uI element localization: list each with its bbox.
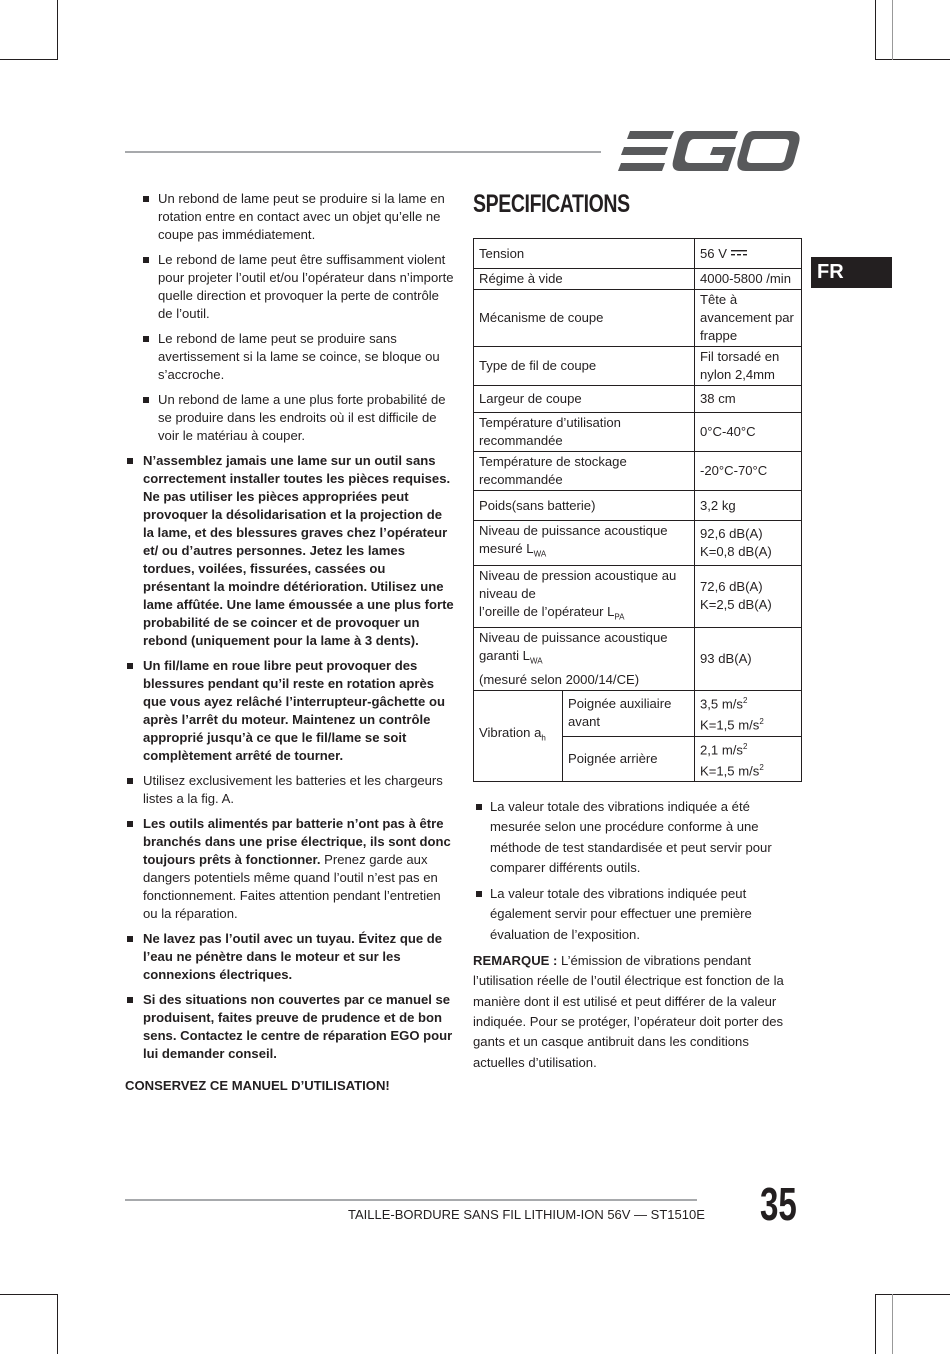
- language-tab: FR: [811, 257, 892, 288]
- crop-mark: [875, 59, 950, 60]
- table-row: [474, 269, 802, 290]
- crop-mark: [875, 1294, 950, 1295]
- table-cell: 3,5 $m/s^2$ K=1,5 $m/s^2$: [695, 690, 802, 736]
- table-cell: 2,1 $m/s^2$ K=1,5 $m/s^2$: [695, 736, 802, 782]
- list-item: Un fil/lame en roue libre peut provoquer des blessures pendant qu’il reste en rotation après que vous ayez relâché l’interrupteur-gâchette ou après l’arrêt du moteur. Maintenez un contrôle approprié jusqu’à ce que le fil/lame se soit complètement arrêté de tourner.: [125, 657, 455, 765]
- footer-product-title: TAILLE-BORDURE SANS FIL LITHIUM-ION 56V — ST1510E: [348, 1207, 705, 1222]
- bullet-square-icon: [127, 821, 133, 827]
- crop-mark: [892, 0, 893, 60]
- table-cell: Niveau de pression acoustique au niveau de l’oreille de l’opérateur $L_{PA}$: [474, 565, 695, 628]
- table-row: [474, 491, 802, 521]
- ego-logo: [618, 131, 800, 171]
- table-cell: Niveau de puissance acoustique garanti $L_{WA}$ (mesuré selon 2000/14/CE): [474, 628, 695, 691]
- list-item: La valeur totale des vibrations indiquée peut également servir pour effectuer une première évaluation de l’exposition.: [473, 884, 803, 945]
- crop-mark: [57, 1294, 58, 1354]
- table-row: [474, 565, 802, 628]
- table-cell: 38 cm: [695, 386, 802, 413]
- table-row: [474, 452, 802, 491]
- bullet-square-icon: [127, 936, 133, 942]
- table-cell: Température d’utilisation recommandée: [474, 413, 695, 452]
- table-cell: 0°C-40°C: [695, 413, 802, 452]
- list-item: Le rebond de lame peut être suffisamment violent pour projeter l’outil et/ou l’opérateur dans n’importe quelle direction et provoquer la perte de contrôle de l’outil.: [125, 251, 455, 323]
- bullet-square-icon: [143, 257, 149, 263]
- table-cell: 4000-5800 /min: [695, 269, 802, 290]
- crop-mark: [57, 0, 58, 60]
- table-cell: Niveau de puissance acoustique mesuré $L_{WA}$: [474, 521, 695, 566]
- table-row: [474, 690, 802, 736]
- table-row: [474, 521, 802, 566]
- list-item: Un rebond de lame peut se produire si la lame en rotation entre en contact avec un objet qu’elle ne coupe pas immédiatement.: [125, 190, 455, 244]
- bullet-square-icon: [143, 336, 149, 342]
- table-cell: Largeur de coupe: [474, 386, 695, 413]
- specifications-table: [473, 238, 802, 782]
- table-cell: Poignée auxiliaire avant: [563, 690, 695, 736]
- table-cell: Mécanisme de coupe: [474, 290, 695, 347]
- table-row: [474, 347, 802, 386]
- table-row: [474, 413, 802, 452]
- table-row: [474, 290, 802, 347]
- table-cell: 3,2 kg: [695, 491, 802, 521]
- list-item: N’assemblez jamais une lame sur un outil sans correctement installer toutes les pièces requises. Ne pas utiliser les pièces appropriées peut provoquer la désolidarisation et la projection de la lame, et des blessures graves chez l’opérateur et/ ou d’autres personnes. Jetez les lames tordues, voilées, fissurées, cassées ou présentant la moindre détérioration. Utilisez une lame affûtée. Une lame émoussée a une plus forte probabilité de se coincer et de provoquer un rebond (uniquement pour la lame à 3 dents).: [125, 452, 455, 650]
- table-cell: Vibration $a_h$: [474, 690, 563, 781]
- table-cell: -20°C-70°C: [695, 452, 802, 491]
- table-cell: 56 V: [695, 239, 802, 269]
- table-row: [474, 386, 802, 413]
- list-item: Le rebond de lame peut se produire sans avertissement si la lame se coince, se bloque ou s’accroche.: [125, 330, 455, 384]
- bullet-square-icon: [127, 997, 133, 1003]
- bullet-square-icon: [476, 891, 482, 897]
- bullet-square-icon: [127, 458, 133, 464]
- bullet-square-icon: [143, 196, 149, 202]
- table-cell: Fil torsadé en nylon 2,4mm: [695, 347, 802, 386]
- header-rule: [125, 151, 601, 153]
- remarque-paragraph: REMARQUE : L’émission de vibrations pendant l’utilisation réelle de l’outil électrique est fonction de la manière dont il est utilisé et peut différer de la valeur indiquée. Pour se protéger, l’opérateur doit porter des gants et un casque antibruit dans les conditions actuelles d’utilisation.: [473, 953, 784, 1070]
- table-cell: Tête à avancement par frappe: [695, 290, 802, 347]
- footer-rule: [125, 1199, 697, 1201]
- table-cell: Température de stockage recommandée: [474, 452, 695, 491]
- table-cell: Poids(sans batterie): [474, 491, 695, 521]
- crop-mark: [875, 0, 876, 60]
- table-cell: 72,6 dB(A) K=2,5 dB(A): [695, 565, 802, 628]
- table-cell: Type de fil de coupe: [474, 347, 695, 386]
- dc-current-icon: [731, 250, 747, 258]
- conserve-notice: CONSERVEZ CE MANUEL D’UTILISATION!: [125, 1078, 390, 1093]
- table-cell: Régime à vide: [474, 269, 695, 290]
- safety-warnings-column: [125, 190, 455, 1095]
- list-item: Les outils alimentés par batterie n’ont pas à être branchés dans une prise électrique, ils sont donc toujours prêts à fonctionner. Prenez garde aux dangers potentiels même quand l’outil n’est pas en fonctionnement. Faites attention pendant l’entretien ou la réparation.: [125, 815, 455, 923]
- bullet-square-icon: [127, 778, 133, 784]
- crop-mark: [875, 1294, 876, 1354]
- table-row: [474, 628, 802, 691]
- crop-mark: [892, 1294, 893, 1354]
- crop-mark: [0, 59, 58, 60]
- list-item: Utilisez exclusivement les batteries et les chargeurs listes a la fig. A.: [125, 772, 455, 808]
- table-cell: 92,6 dB(A) K=0,8 dB(A): [695, 521, 802, 566]
- list-item: Ne lavez pas l’outil avec un tuyau. Évitez que de l’eau ne pénètre dans le moteur et sur les connexions électriques.: [125, 930, 455, 984]
- page-number: 35: [760, 1178, 797, 1230]
- table-cell: Tension: [474, 239, 695, 269]
- crop-mark: [0, 1294, 58, 1295]
- table-cell: 93 dB(A): [695, 628, 802, 691]
- list-item: Si des situations non couvertes par ce manuel se produisent, faites preuve de prudence et de bon sens. Contactez le centre de réparation EGO pour lui demander conseil.: [125, 991, 455, 1063]
- list-item: Un rebond de lame a une plus forte probabilité de se produire dans les endroits où il est difficile de voir le matériau à couper.: [125, 391, 455, 445]
- vibration-notes: [473, 797, 803, 1073]
- bullet-square-icon: [143, 397, 149, 403]
- bullet-square-icon: [476, 804, 482, 810]
- table-cell: Poignée arrière: [563, 736, 695, 782]
- list-item: La valeur totale des vibrations indiquée a été mesurée selon une procédure conforme à une méthode de test standardisée et peut servir pour comparer différents outils.: [473, 797, 803, 878]
- table-row: [474, 239, 802, 269]
- bullet-square-icon: [127, 663, 133, 669]
- specifications-title: SPECIFICATIONS: [473, 190, 630, 218]
